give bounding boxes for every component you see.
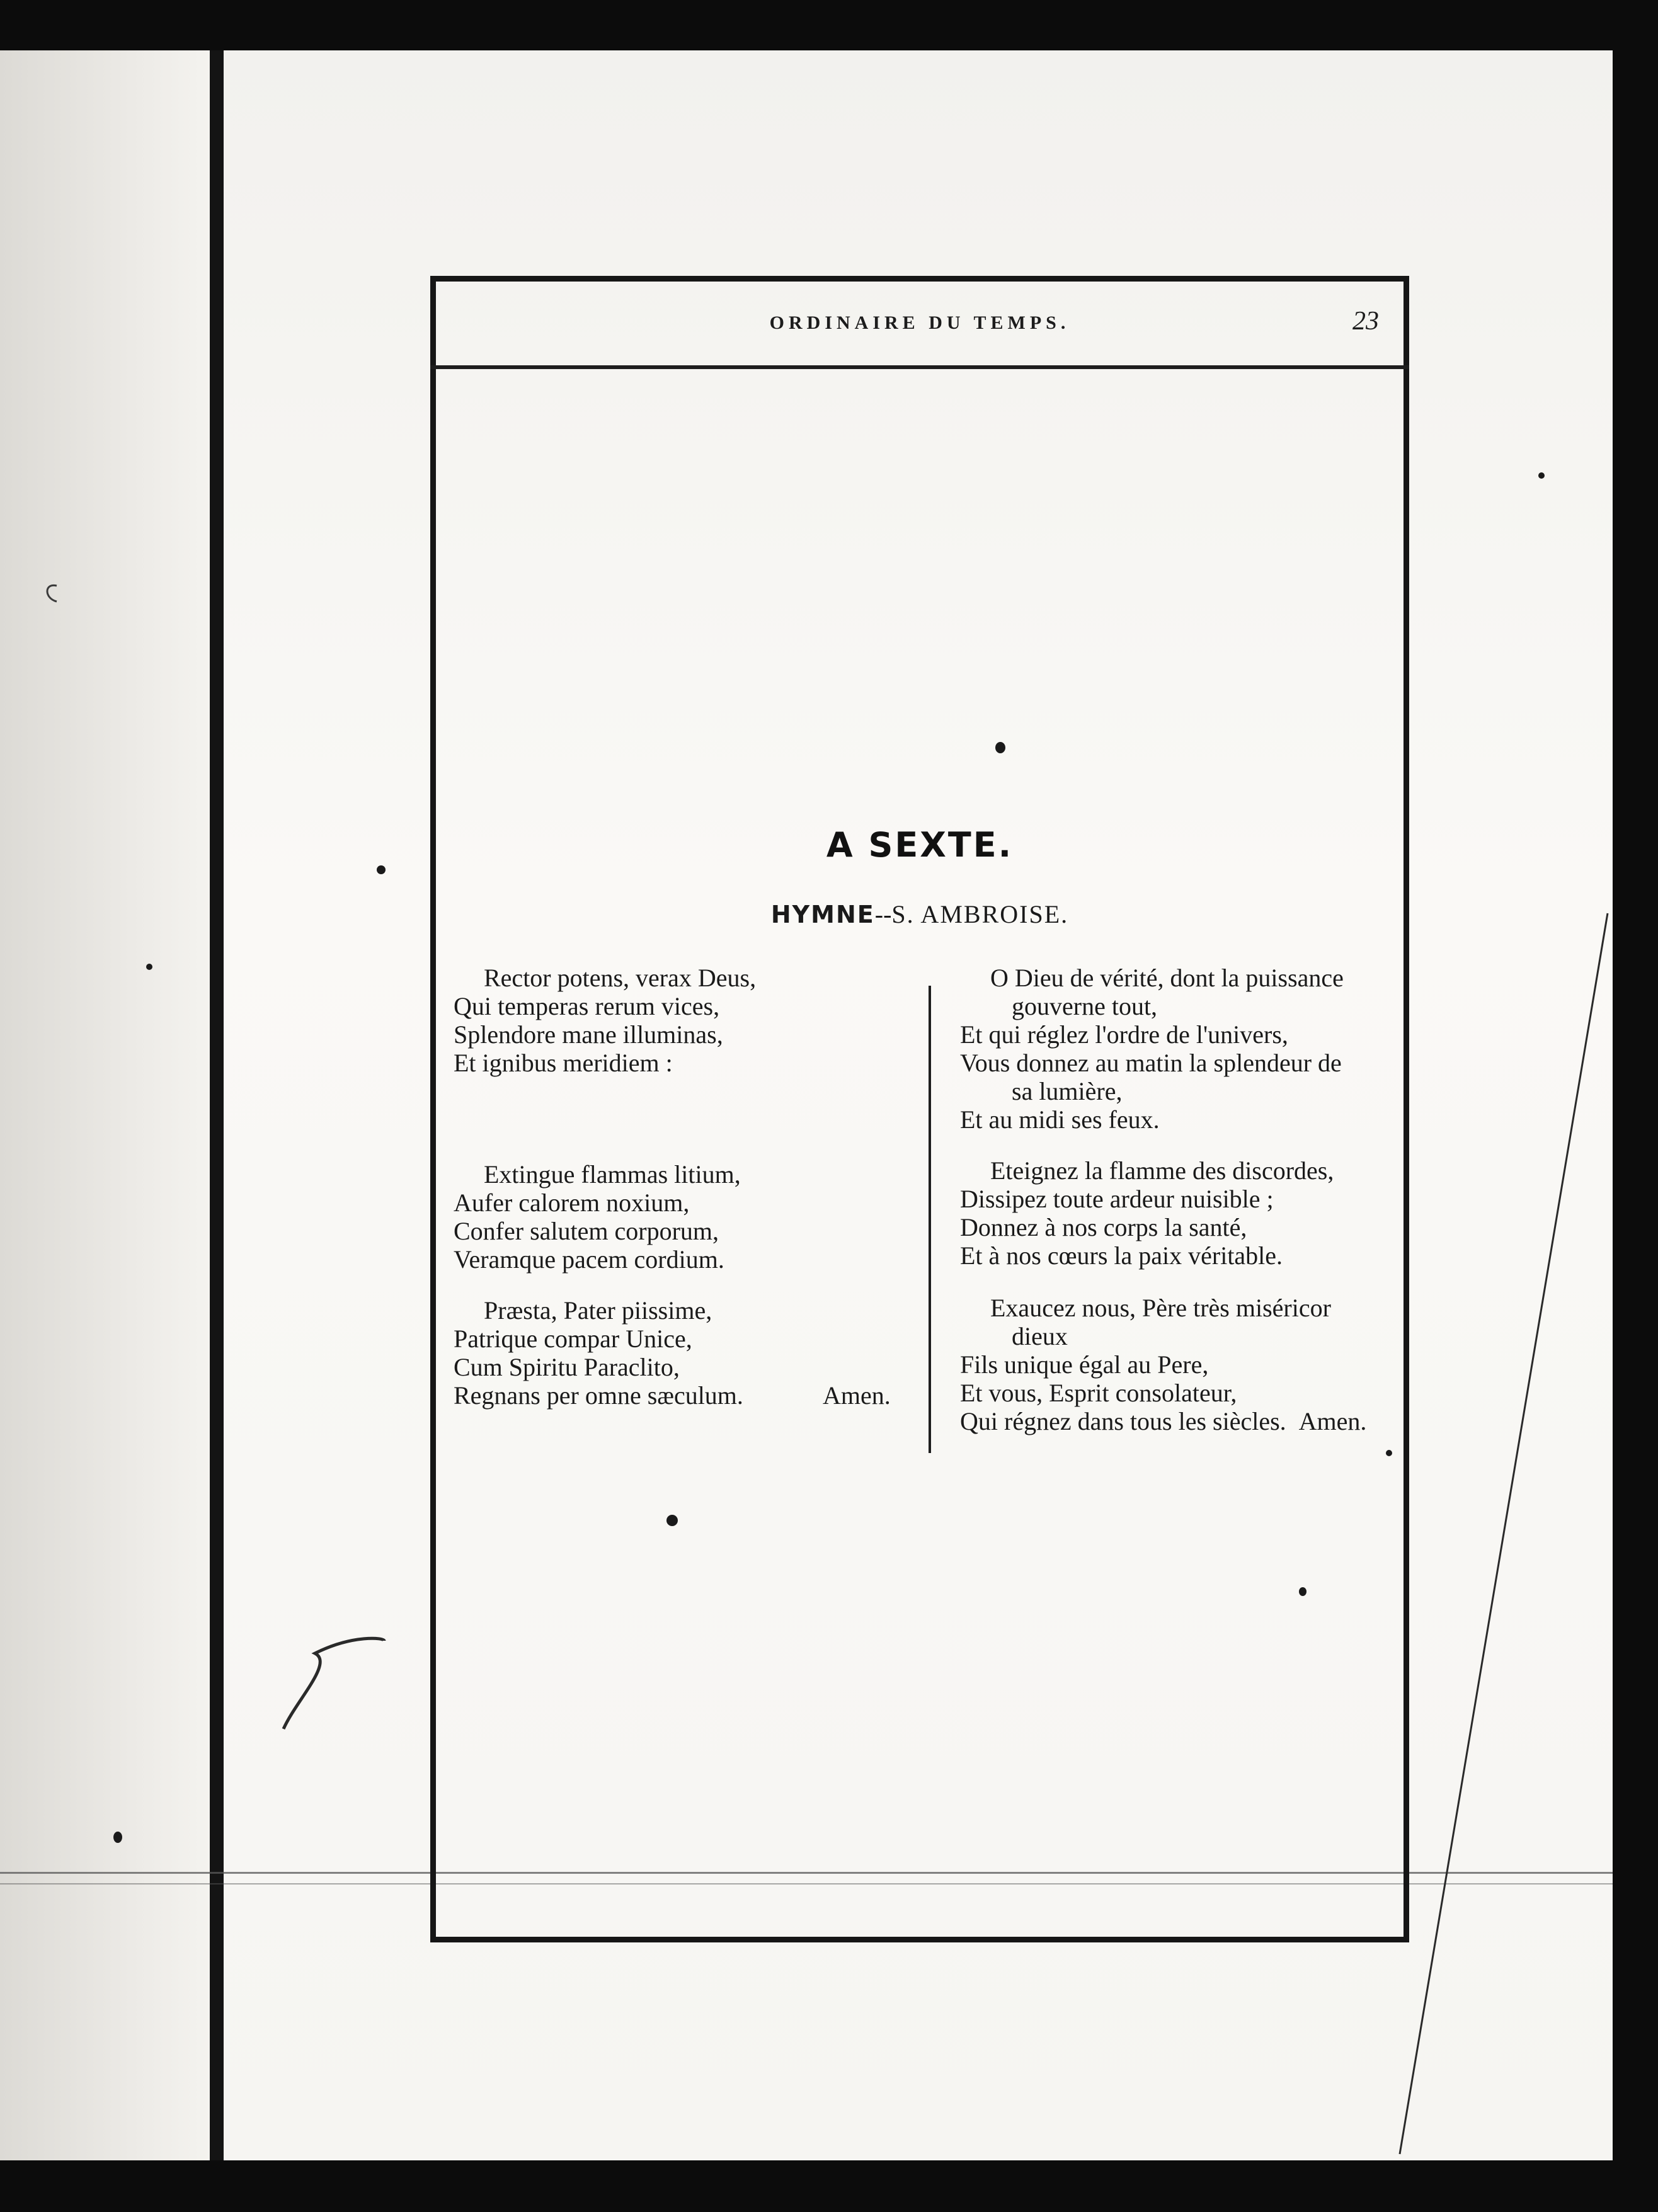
verse-line: Patrique compar Unice, bbox=[454, 1325, 692, 1353]
verse-line: Extingue flammas litium, bbox=[484, 1160, 741, 1189]
verse-line: gouverne tout, bbox=[1012, 992, 1158, 1020]
verse-line: Præsta, Pater piissime, bbox=[484, 1296, 712, 1325]
verse-line: Fils unique égal au Pere, bbox=[960, 1350, 1209, 1379]
latin-stanza-1 bbox=[454, 964, 756, 1077]
verse-line: Dissipez toute ardeur nuisible ; bbox=[960, 1185, 1274, 1213]
binding-gutter bbox=[210, 50, 224, 2160]
verse-line: Et au midi ses feux. bbox=[960, 1105, 1160, 1134]
verse-line: Rector potens, verax Deus, bbox=[484, 964, 757, 992]
running-title: ORDINAIRE DU TEMPS. bbox=[769, 312, 1070, 333]
scan-border-bottom bbox=[0, 2160, 1658, 2212]
scan-border-right bbox=[1613, 0, 1658, 2212]
hymn-heading bbox=[430, 899, 1409, 929]
verse-line: sa lumière, bbox=[1012, 1077, 1123, 1105]
dust-speck bbox=[377, 865, 386, 874]
verse-line: Et vous, Esprit consolateur, bbox=[960, 1379, 1237, 1407]
dust-speck bbox=[146, 964, 152, 970]
latin-stanza-2 bbox=[454, 1160, 741, 1274]
amen-label: Amen. bbox=[823, 1381, 891, 1410]
running-header bbox=[430, 296, 1409, 346]
verse-line: Splendore mane illuminas, bbox=[454, 1020, 723, 1049]
page-number: 23 bbox=[1352, 307, 1379, 336]
dust-speck bbox=[1538, 472, 1545, 479]
section-title: A SEXTE. bbox=[826, 825, 1014, 865]
column-divider bbox=[929, 986, 931, 1453]
verse-text: Qui régnez dans tous les siècles. bbox=[960, 1407, 1286, 1435]
verse-line: Et à nos cœurs la paix véritable. bbox=[960, 1241, 1283, 1270]
header-rule bbox=[430, 365, 1409, 369]
verse-line: Qui temperas rerum vices, bbox=[454, 992, 720, 1020]
verse-line: Veramque pacem cordium. bbox=[454, 1245, 724, 1274]
verse-line bbox=[960, 1407, 1366, 1435]
scan-border-top bbox=[0, 0, 1658, 50]
french-stanza-2 bbox=[960, 1156, 1334, 1270]
verse-line: Et qui réglez l'ordre de l'univers, bbox=[960, 1020, 1288, 1049]
verse-line: Confer salutem corporum, bbox=[454, 1217, 719, 1245]
verse-line: Aufer calorem noxium, bbox=[454, 1189, 690, 1217]
verse-line: O Dieu de vérité, dont la puissance bbox=[990, 964, 1344, 992]
latin-stanza-3 bbox=[454, 1296, 891, 1410]
verse-line: Donnez à nos corps la santé, bbox=[960, 1213, 1247, 1241]
hymn-author: S. AMBROISE. bbox=[891, 900, 1069, 928]
french-stanza-3 bbox=[960, 1294, 1366, 1435]
french-stanza-1 bbox=[960, 964, 1344, 1134]
verse-line: Cum Spiritu Paraclito, bbox=[454, 1353, 680, 1381]
verse-line: dieux bbox=[1012, 1322, 1068, 1350]
hymn-label: HYMNE bbox=[770, 901, 875, 928]
verse-line: Vous donnez au matin la splendeur de bbox=[960, 1049, 1342, 1077]
verse-line bbox=[454, 1381, 891, 1410]
verse-line: Eteignez la flamme des discordes, bbox=[990, 1156, 1334, 1185]
dust-speck bbox=[113, 1832, 122, 1843]
amen-label: Amen. bbox=[1298, 1407, 1367, 1435]
verse-line: Exaucez nous, Père très miséricor bbox=[990, 1294, 1331, 1322]
facing-page-edge bbox=[0, 50, 211, 2160]
hymn-separator: -- bbox=[874, 900, 892, 928]
verse-line: Et ignibus meridiem : bbox=[454, 1049, 673, 1077]
verse-text: Regnans per omne sæculum. bbox=[454, 1381, 743, 1410]
